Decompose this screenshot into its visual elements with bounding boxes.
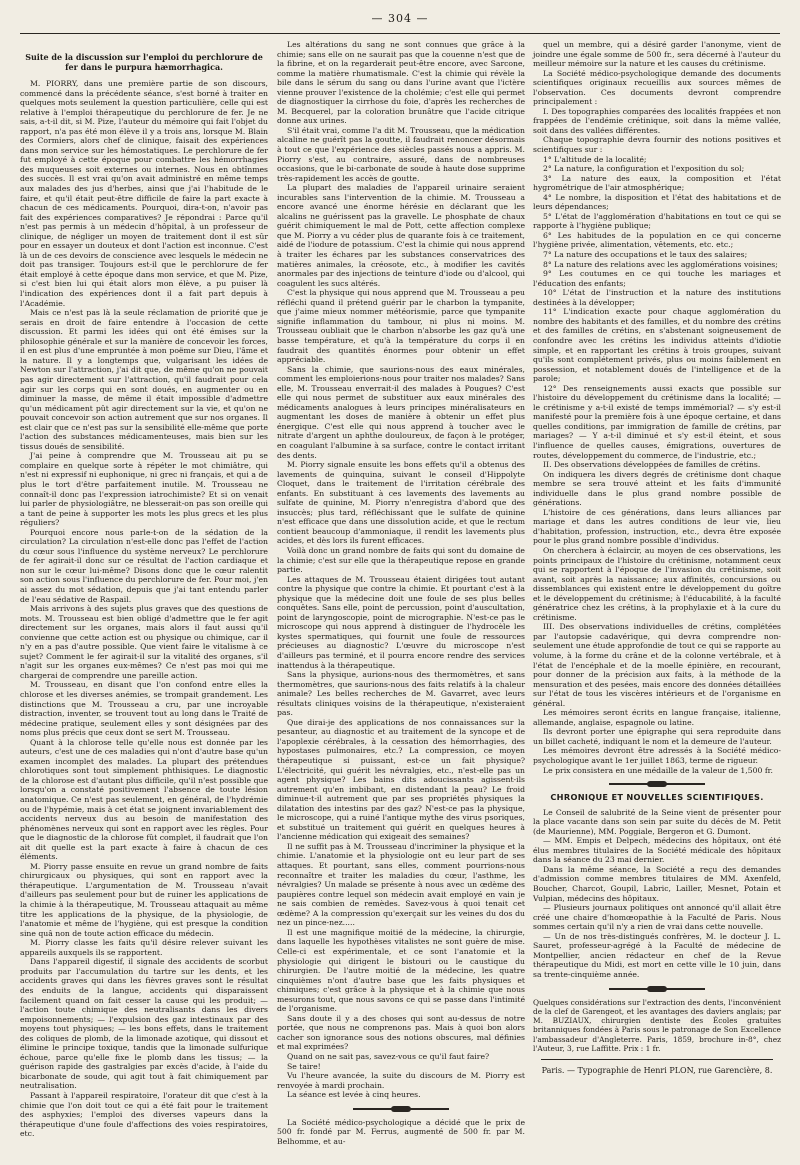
chronicle-item: — MM. Empis et Delpech, médecins des hôpitaux, ont été élus membres titulaires de la Société médicale des hôpitaux dans la séance du 23 mai dernier. [533,836,781,865]
column-middle [277,40,525,1146]
body-paragraph: Le prix consistera en une médaille de la valeur de 1,500 fr. [543,765,773,775]
body-paragraph: 5° L'état de l'agglomération d'habitations en tout ce qui se rapporte à l'hygiène publique; [533,211,781,231]
body-paragraph: Sans la physique, aurions-nous des thermomètres, et sans thermomètres, que saurions-nous des faits relatifs à la chaleur animale? Les belles recherches de M. Gavarret, avec leurs résultats cliniques voisins de la thérapeutique, n'existeraient pas. [277,670,525,718]
body-paragraph: Quand on ne sait pas, savez-vous ce qu'il faut faire? [287,1051,490,1061]
body-paragraph: Quant à la chlorose telle qu'elle nous est donnée par les auteurs, c'est une de ces maladies qui n'ont d'autre base qu'un examen incomplet des malades. La plupart des prétendues chlorotiques sont tout simplement phthisiques. Le diagnostic de la chlorose est d'autant plus difficile, qu'il n'est possible que lorsqu'on a constaté positivement l'absence de toute lésion anatomique. Ce n'est pas seulement, en général, de l'hydrémie ou de l'hypémie, mais à cet état se joignent invariablement des accidents nerveux dus au besoin de manifestation des phénomènes nerveux qui sont en rapport avec les règles. Pour que le diagnostic de la chlorose fût complet, il faudrait que l'on ait dit quelle est la part exacte à faire à chacun de ces éléments. [20,737,268,862]
body-paragraph: 2° La nature, la configuration et l'exposition du sol; [543,164,745,174]
printer-imprint: Paris. — Typographie de Henri PLON, rue Garencière, 8. [541,1066,773,1076]
body-paragraph: 11° L'indication exacte pour chaque agglomération du nombre des habitants et des familles, et du nombre des crétins et des familles de crétins, en s'abstenant soigneusement de confondre avec les crétins les individus atteints d'idiotie simple, et en rapportant les crétins à trois groupes, suivant qu'ils sont complétement privés, plus ou moins faiblement en possession, et notablement doués de l'intelligence et de la parole; [533,307,781,384]
body-paragraph: Les altérations du sang ne sont connues que grâce à la chimie; sans elle on ne saurait pas que la couenne n'est que de la fibrine, et on la regarderait peut-être encore, avec Sarcone, comme la matière rhumatismale. C'est la chimie qui révèle la bile dans le sérum du sang ou dans l'urine avant que l'ictère vienne prouver l'existence de la cholémie; c'est elle qui permet de diagnostiquer la cirrhose du foie, d'après les recherches de M. Becquerel, par la coloration brunâtre que l'acide citrique donne aux urines. [277,40,525,126]
body-paragraph: 7° La nature des occupations et le taux des salaires; [543,250,748,260]
body-paragraph: Mais ce n'est pas là la seule réclamation de priorité que je serais en droit de faire entendre à l'occasion de cette discussion. Et parmi les idées qui ont été émises sur la philosophie générale et sur la manière de concevoir les forces, il en est plus d'une empruntée à mon poëme sur Dieu, l'âme et la nature. Il y a longtemps que, vulgarisant les idées de Newton sur l'attraction, j'ai dit que, de même qu'on ne pouvait pas agir directement sur l'attraction, qu'il faudrait pour cela agir sur les corps qui en sont doués, en augmenter ou en diminuer la masse, de même il était impossible d'admettre qu'un médicament pût agir directement sur la vie, et qu'on ne pouvait concevoir son action autrement que sur nos organes. Il est clair que ce n'est pas sur la sensibilité elle-même que porte l'action des substances médicamenteuses, mais bien sur les tissus doués de sensibilité. [20,308,268,451]
chronicle-heading: CHRONIQUE ET NOUVELLES SCIENTIFIQUES. [550,792,764,803]
body-paragraph: quel un membre, qui a désiré garder l'anonyme, vient de joindre une égale somme de 500 fr., sera décerné à l'auteur du meilleur mémoire sur la nature et les causes du crétinisme. [533,40,781,69]
body-paragraph: Sans doute il y a des choses qui sont au-dessus de notre portée, que nous ne comprenons pas. Mais à quoi bon alors cacher son ignorance sous des notions obscures, mal définies et mal exprimées? [277,1013,525,1052]
discussion-heading: Suite de la discussion sur l'emploi du perchlorure de fer dans le purpura hæmorrhagica. [25,52,263,72]
body-paragraph: On indiquera les divers degrés de crétinisme dont chaque membre se sera trouvé atteint et les faits d'immunité individuelle dans le plus grand nombre possible de générations. [533,469,781,508]
body-paragraph: Voilà donc un grand nombre de faits qui sont du domaine de la chimie; c'est sur elle que la thérapeutique repose en grande partie. [277,545,525,575]
column-middle-body [277,40,525,1146]
body-paragraph: La Société médico-psychologique a décidé que le prix de 500 fr. fondé par M. Ferrus, augmenté de 500 fr. par M. Belhomme, et au- [277,1117,525,1146]
section-ornament-2 [609,986,705,992]
body-paragraph: Les attaques de M. Trousseau étaient dirigées tout autant contre la physique que contre la chimie. Et pourtant c'est à la physique que la médecine doit une foule de ses plus belles conquêtes. Sans elle, point de percussion, point d'auscultation, point de laryngoscopie, point de micrographie. N'est-ce pas le microscope qui nous apprend à distinguer de l'hydrocèle les kystes spermatiques, qui fournit une foule de ressources précieuses au diagnostic? L'œuvre du microscope n'est d'ailleurs pas terminé, et il pourra encore rendre des services inattendus à la thérapeutique. [277,574,525,670]
chronicle-item: — Plusieurs journaux politiques ont annoncé qu'il allait être créé une chaire d'homœopathie à la Faculté de Paris. Nous sommes certain qu'il n'y a rien de vrai dans cette nouvelle. [533,903,781,932]
body-paragraph: La Société médico-psychologique demande des documents scientifiques originaux recueillis aux sources mêmes de l'observation. Ces documents devront comprendre principalement : [533,68,781,107]
body-paragraph: M. Piorry signale ensuite les bons effets qu'il a obtenus des lavements de quinquina, suivant le conseil d'Hippolyte Cloquet, dans le traitement de l'irritation cérébrale des enfants. En substituant à ces lavements des lavements au sulfate de quinine, M. Piorry n'enregistra d'abord que des insuccès; plus tard, réfléchissant que le sulfate de quinine n'est efficace que dans une dissolution acide, et que le rectum contient beaucoup d'ammoniaque, il rendit les lavements plus acides, et dès lors ils furent efficaces. [277,460,525,546]
top-rule [20,33,780,34]
body-paragraph: Dans l'appareil digestif, il signale des accidents de scorbut produits par l'accumulation du tartre sur les dents, et les accidents graves qui dans les fièvres graves sont le résultat des enduits de la langue, accidents qui disparaissent facilement quand on fait cesser la cause qui les produit; — l'action toute chimique des neutralisants dans les divers empoisonnements; — l'expulsion des gaz intestinaux par des moyens tout physiques; — les bons effets, dans le traitement des coliques de plomb, de la limonade azotique, qui dissout et élimine le principe toxique, tandis que la limonade sulfurique échoue, parce qu'elle fixe le plomb dans les tissus; — la guérison rapide des gastralgies par excès d'acide, à l'aide du bicarbonate de soude, qui agit tout à fait chimiquement par neutralisation. [20,957,268,1091]
body-paragraph: Il est une magnifique moitié de la médecine, la chirurgie, dans laquelle les hypothèses vitalistes ne sont guère de mise. Celle-ci est expérimentale, et ce sont l'anatomie et la physiologie qui dirigent le bistouri ou le caustique du chirurgien. De l'autre moitié de la médecine, les quatre cinquièmes n'ont d'autre base que les faits physiques et chimiques; c'est grâce à la physique et à la chimie que nous mesurons tout, que nous savons ce qui se passe dans l'intimité de l'organisme. [277,927,525,1014]
chronicle-body [533,808,781,980]
column-left-body [20,79,268,1139]
body-paragraph: M. Piorry classe les faits qu'il désire relever suivant les appareils auxquels ils se rapportent. [20,938,268,957]
chronicle-item: Dans la même séance, la Société a reçu des demandes d'admission comme membres titulaires de MM. Axenfeld, Boucher, Charcot, Goupil, Labric, Lailler, Mesnet, Potain et Vulpian, médecins des hôpitaux. [533,864,781,903]
body-paragraph: M. Piorry passe ensuite en revue un grand nombre de faits chirurgicaux ou physiques, qui sont en rapport avec la thérapeutique. L'argumentation de M. Trousseau n'avait d'ailleurs pas seulement pour but de ruiner les applications de la chimie à la thérapeutique, M. Trousseau attaquait au même titre les applications de la physique, de la physiologie, de l'anatomie et même de l'hygiène, qui est presque la condition sine quâ non de toute action efficace du médecin. [20,861,268,938]
column-left [20,40,268,1139]
book-advert: Quelques considérations sur l'extraction des dents, l'inconvénient de la clef de Garengeot, et les avantages des daviers anglais; par M. BUZIAUX, chirurgien dentiste des Écoles gratuites britanniques fondées à Paris sous le patronage de Son Excellence l'ambassadeur d'Angleterre. Paris, 1859, brochure in-8°, chez l'Auteur, 3, rue Laffitte. Prix : 1 fr. [533,997,781,1053]
column-right [533,40,781,1130]
body-paragraph: III. Des observations individuelles de crétins, complétées par l'autopsie cadavérique, qui devra comprendre non-seulement une étude approfondie de tout ce qui se rapporte au volume, à la forme du crâne et de la colonne vertébrale, et à l'état de l'encéphale et de la moelle épinière, en recourant, pour donner de la précision aux faits, à la méthode de la mensuration et des pesées, mais encore des données détaillées sur l'état de tous les viscères intérieurs et de l'organisme en général. [533,622,781,708]
body-paragraph: J'ai peine à comprendre que M. Trousseau ait pu se complaire en quelque sorte à répéter le mot chimiâtre, qui n'est ni expressif ni euphonique, ni grec ni français, et qui a de plus le tort d'être parfaitement inutile. M. Trousseau ne connaît-il donc pas l'expression iatrochimiste? Et si on venait lui parler de physiologiâtre, ne blesserait-on pas son oreille qui a tant de peine à supporter les mots les plus grecs et les plus réguliers? [20,451,268,528]
body-paragraph: Se taire! [287,1061,321,1071]
body-paragraph: Les mémoires devront être adressés à la Société médico-psychologique avant le 1er juillet 1863, terme de rigueur. [533,746,781,766]
body-paragraph: Passant à l'appareil respiratoire, l'orateur dit que c'est à la chimie que l'on doit tout ce qui a été fait pour le traitement des asphyxies; l'emploi des diverses vapeurs dans la thérapeutique d'une foule d'affections des voies respiratoires, etc. [20,1090,268,1139]
body-paragraph: Mais arrivons à des sujets plus graves que des questions de mots. M. Trousseau est bien obligé d'admettre que le fer agit directement sur les organes, mais alors il faut aussi qu'il convienne que cette action est ou physique ou chimique, car il n'y en a pas d'autre possible. Que vient faire le vitalisme à ce sujet? Comment le fer agirait-il sur la vitalité des organes, s'il n'agit sur les organes eux-mêmes? Ce n'est pas moi qui me chargerai de comprendre une pareille action. [20,604,268,680]
body-paragraph: Que dirai-je des applications de nos connaissances sur la pesanteur, au diagnostic et au traitement de la syncope et de l'apoplexie cérébrales, à la cessation des hémorrhagies, des hypostases pulmonaires, etc.? La compression, ce moyen thérapeutique si puissant, est-ce un fait physique? L'électricité, qui guérit les névralgies, etc., n'est-elle pas un agent physique? Les bains dits adoucissants agissent-ils autrement qu'en imbibant, en distendant la peau? Le froid diminue-t-il autrement que par ses propriétés physiques la dilatation des intestins par des gaz? N'est-ce pas la physique, le microscope, qui a ruiné l'antique mythe des virus psoriques, et substitué un traitement qui guérit en quelques heures à l'ancienne médication qui exigeait des semaines? [277,717,525,842]
end-of-session-ornament [353,1106,449,1112]
body-paragraph: 6° Les habitudes de la population en ce qui concerne l'hygiène privée, alimentation, vêtements, etc. etc.; [533,230,781,250]
body-paragraph: 1° L'altitude de la localité; [543,154,647,164]
body-paragraph: S'il était vrai, comme l'a dit M. Trousseau, que la médication alcaline ne guérît pas la goutte, il faudrait renoncer désormais à tout ce que l'expérience des siècles passés nous a appris. M. Piorry s'est, au contraire, assuré, dans de nombreuses occasions, que le bi-carbonate de soude à haute dose supprime très-rapidement les accès de goutte. [277,125,525,183]
body-paragraph: La séance est levée à cinq heures. [287,1090,421,1100]
body-paragraph: I. Des topographies comparées des localités frappées et non frappées de l'endémie crétinique, soit dans la même vallée, soit dans des vallées différentes. [533,106,781,135]
section-ornament [609,781,705,787]
body-paragraph: Pourquoi encore nous parle-t-on de la sédation de la circulation? La circulation n'est-elle donc pas l'effet de l'action du cœur sous l'influence du système nerveux? Le perchlorure de fer agirait-il donc sur ce résultat de l'action cardiaque et non sur le cœur lui-même? Disons donc que le cœur ralentit son action sous l'influence du perchlorure de fer. Pour moi, j'en ai assez du mot sédation, depuis que j'ai tant entendu parler de l'eau sédative de Raspail. [20,527,268,604]
page-number: — 304 — [371,12,429,25]
body-paragraph: M. PIORRY, dans une première partie de son discours, commencé dans la précédente séance, s'est borné à traiter en quelques mots seulement la question particulière, celle qui est relative à l'emploi thérapeutique du perchlorure de fer. Je ne sais, a-t-il dit, si M. Pize, l'auteur du mémoire qui fait l'objet du rapport, n'a pas été mon élève il y a trois ans, lorsque M. Blain des Cormiers, alors chef de clinique, faisait des expériences dans mon service sur les hémostatiques. Le perchlorure de fer fut employé à cette époque pour combattre les hémorrhagies des muqueuses soit externes ou internes. Nous en obtînmes des succès. Il est vrai qu'on avait administré en même temps aux malades des jus d'herbes, ainsi que j'ai l'habitude de le faire, et qu'il était peut-être difficile de faire la part exacte à chacun de ces médicaments. Pourquoi, dira-t-on, n'avoir pas fait des expériences comparatives? Je répondrai : Parce qu'il n'est pas permis à un médecin d'hôpital, à un professeur de clinique, de négliger un moyen de traitement dont il est sûr pour en essayer un douteux et dont l'action est inconnue. C'est là un de ces devoirs de conscience avec lesquels le médecin ne doit pas transiger. Toujours est-il que le perchlorure de fer était employé à cette époque dans mon service, et que M. Pize, si c'est bien lui qui était alors mon élève, a pu puiser là l'indication des expériences dont il a fait part depuis à l'Académie. [20,79,268,308]
body-paragraph: Ils devront porter une épigraphe qui sera reproduite dans un billet cacheté, indiquant le nom et la demeure de l'auteur. [533,727,781,746]
body-paragraph: 10° L'état de l'instruction et la nature des institutions destinées à la développer; [533,288,781,307]
body-paragraph: 3° La nature des eaux, la composition et l'état hygrométrique de l'air atmosphérique; [533,173,781,193]
body-paragraph: Les mémoires seront écrits en langue française, italienne, allemande, anglaise, espagnole ou latine. [533,708,781,727]
body-paragraph: 4° Le nombre, la disposition et l'état des habitations et de leurs dépendances; [533,192,781,212]
body-paragraph: 9° Les coutumes en ce qui touche les mariages et l'éducation des enfants; [533,269,781,288]
imprint-rule [541,1059,773,1060]
body-paragraph: C'est la physique qui nous apprend que M. Trousseau a peu réfléchi quand il prétend guérir par le charbon la tympanite, que j'aime mieux nommer météorismie, parce que tympanite signifie inflammation du tambour, ni plus ni moins. M. Trousseau oubliait que le charbon n'absorbe les gaz qu'à une basse température, et qu'à la température du corps il en faudrait des quantités énormes pour obtenir un effet appréciable. [277,288,525,365]
body-paragraph: M. Trousseau, en disant que l'on confond entre elles la chlorose et les diverses anémies, se trompait grandement. Les distinctions que M. Trousseau a cru, par une incroyable distraction, inventer, se trouvent tout au long dans le Traité de médecine pratique, seulement elles y sont désignées par des noms plus précis que ceux dont se sert M. Trousseau. [20,680,268,738]
body-paragraph: 8° La nature des relations avec les agglomérations voisines; [543,259,778,269]
body-paragraph: On cherchera à éclaircir, au moyen de ces observations, les points principaux de l'histoire du crétinisme, notamment ceux qui se rapportent à l'époque de l'invasion du crétinisme, soit avant, soit après la naissance; aux affinités, concursions ou dissemblances qui existent entre le développement du goître et le développement du crétinisme; à l'éducabilité, à la faculté génératrice chez les crétins, à la prophylaxie et à la cure du crétinisme. [533,545,781,622]
body-paragraph: Chaque topographie devra fournir des notions positives et scientifiques sur : [533,135,781,155]
body-paragraph: Sans la chimie, que saurions-nous des eaux minérales, comment les emploierions-nous pour traiter nos malades? Sans elle, M. Trousseau enverrait-il des malades à Pougues? C'est elle qui nous permet de substituer aux eaux minérales des médicaments analogues à leurs principes minéralisateurs en augmentant les doses de manière à obtenir un effet plus énergique. C'est elle qui nous apprend à toucher avec le nitrate d'argent un aphthe douloureux, de façon à le protéger, en coagulant l'albumine à sa surface, contre le contact irritant des dents. [277,364,525,460]
body-paragraph: Il ne suffit pas à M. Trousseau d'incriminer la physique et la chimie. L'anatomie et la physiologie ont eu leur part de ses attaques. Et pourtant, sans elles, comment pourrions-nous reconnaître et traiter les maladies du cœur, l'asthme, les névralgies? Un malade se présente à nous avec un œdème des paupières contre lequel son médecin avait employé en vain je ne sais combien de remèdes. Savez-vous à quoi tenait cet œdème? A la compression qu'exerçait sur les veines du dos du nez un pince-nez..... [277,841,525,928]
chronicle-item: — Un de nos très-distingués confrères, M. le docteur J. L. Sauret, professeur-agrégé à la Faculté de médecine de Montpellier, ancien rédacteur en chef de la Revue thérapeutique du Midi, est mort en cette ville le 10 juin, dans sa trente-cinquième année. [533,931,781,979]
body-paragraph: 12° Des renseignements aussi exacts que possible sur l'histoire du développement du crétinisme dans la localité; — le crétinisme y a-t-il existé de temps immémorial? — s'y est-il manifesté pour la première fois à une époque certaine, et dans quelles conditions, par immigration de famille de crétins, par mariages? — Y a-t-il diminué et s'y est-il éteint, et sous l'influence de quelles causes, émigrations, ouvertures de routes, développement du commerce, de l'industrie, etc.; [533,383,781,460]
body-paragraph: II. Des observations développées de familles de crétins. [543,460,761,470]
body-paragraph: Vu l'heure avancée, la suite du discours de M. Piorry est renvoyée à mardi prochain. [277,1071,525,1090]
column-right-body [533,40,781,775]
body-paragraph: La plupart des maladies de l'appareil urinaire seraient incurables sans l'intervention de la chimie. M. Trousseau a encore avancé une énorme hérésie en déclarant que les alcalins ne guérissent pas la gravelle. Le phosphate de chaux guérit chimiquement le mal de Pott, cette affection complexe que M. Piorry a vu céder plus de quarante fois à ce traitement, aidé de l'iodure de potassium. C'est la chimie qui nous apprend à traiter les échares par les substances conservatrices des matières animales, la créosote, etc., à modifier les cavités anormales par des injections de teinture d'iode ou d'alcool, qui coagulent les sucs altérés. [277,183,525,288]
chronicle-item: Le Conseil de salubrité de la Seine vient de présenter pour la place vacante dans son sein par suite du décès de M. Petit (de Maurienne), MM. Poggiale, Bergeron et G. Dumont. [533,807,781,836]
body-paragraph: L'histoire de ces générations, dans leurs alliances par mariage et dans les autres conditions de leur vie, lieu d'habitation, profession, instruction, etc., devra être exposée pour le plus grand nombre possible d'individus. [533,507,781,546]
